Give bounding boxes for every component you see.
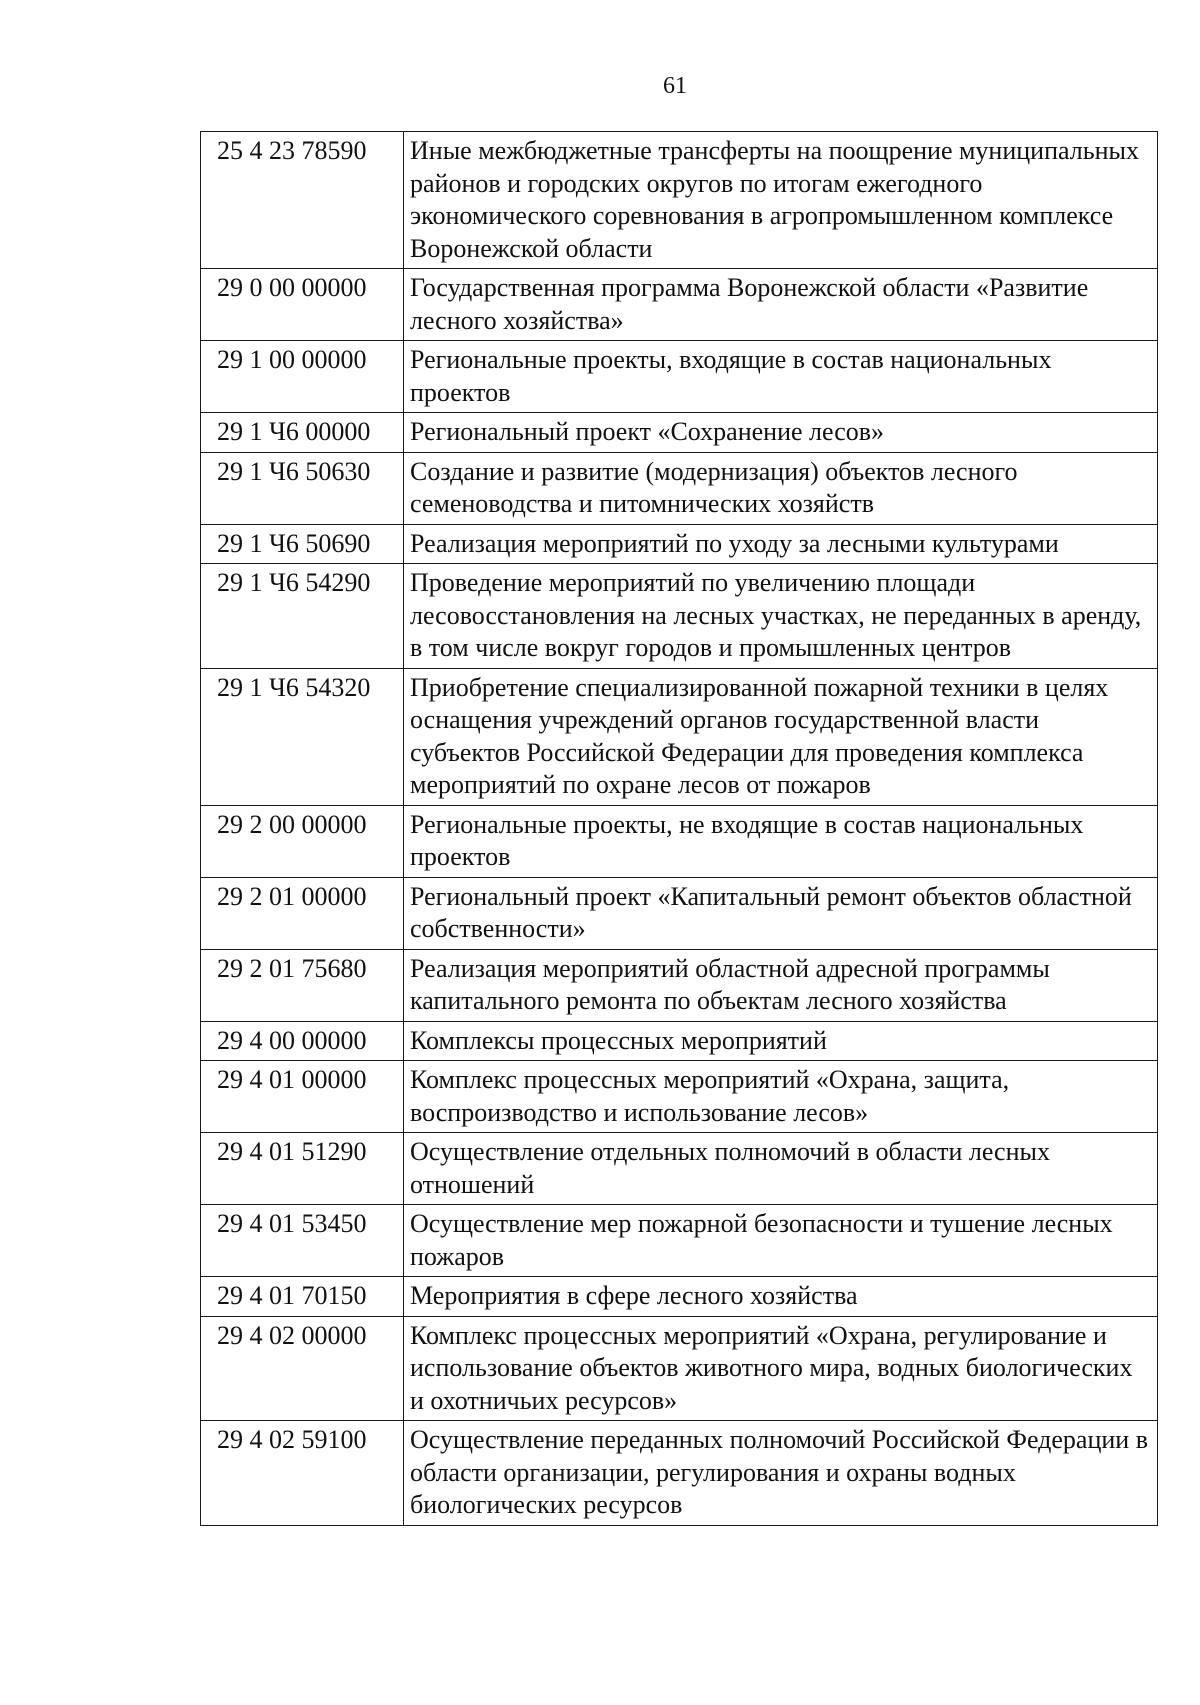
row-code: 29 2 01 00000 bbox=[201, 877, 404, 949]
table-row bbox=[201, 452, 1158, 524]
table-row bbox=[201, 877, 1158, 949]
row-description: Комплексы процессных мероприятий bbox=[404, 1021, 1158, 1061]
row-code: 29 4 02 59100 bbox=[201, 1421, 404, 1526]
table-row bbox=[201, 805, 1158, 877]
row-description: Создание и развитие (модернизация) объектов лесного семеноводства и питомнических хозяйств bbox=[404, 452, 1158, 524]
row-code: 25 4 23 78590 bbox=[201, 132, 404, 269]
row-description: Государственная программа Воронежской области «Развитие лесного хозяйства» bbox=[404, 269, 1158, 341]
table-row bbox=[201, 668, 1158, 805]
row-description: Приобретение специализированной пожарной техники в целях оснащения учреждений органов государственной власти субъектов Российской Федерации для проведения комплекса мероприятий по охране лесов от пожаров bbox=[404, 668, 1158, 805]
row-description: Проведение мероприятий по увеличению площади лесовосстановления на лесных участках, не переданных в аренду, в том числе вокруг городов и промышленных центров bbox=[404, 564, 1158, 669]
table-row bbox=[201, 1021, 1158, 1061]
row-description: Реализация мероприятий областной адресной программы капитального ремонта по объектам лесного хозяйства bbox=[404, 949, 1158, 1021]
row-code: 29 2 00 00000 bbox=[201, 805, 404, 877]
row-description: Комплекс процессных мероприятий «Охрана, регулирование и использование объектов животного мира, водных биологических и охотничьих ресурсов» bbox=[404, 1316, 1158, 1421]
row-code: 29 2 01 75680 bbox=[201, 949, 404, 1021]
row-code: 29 4 01 00000 bbox=[201, 1061, 404, 1133]
row-code: 29 1 Ч6 00000 bbox=[201, 413, 404, 453]
row-code: 29 1 00 00000 bbox=[201, 341, 404, 413]
row-description: Региональный проект «Капитальный ремонт объектов областной собственности» bbox=[404, 877, 1158, 949]
row-code: 29 0 00 00000 bbox=[201, 269, 404, 341]
row-code: 29 1 Ч6 50630 bbox=[201, 452, 404, 524]
row-code: 29 1 Ч6 50690 bbox=[201, 524, 404, 564]
row-description: Региональные проекты, не входящие в состав национальных проектов bbox=[404, 805, 1158, 877]
table-row bbox=[201, 564, 1158, 669]
row-code: 29 4 00 00000 bbox=[201, 1021, 404, 1061]
row-description: Реализация мероприятий по уходу за лесными культурами bbox=[404, 524, 1158, 564]
row-description: Региональный проект «Сохранение лесов» bbox=[404, 413, 1158, 453]
row-code: 29 4 01 53450 bbox=[201, 1205, 404, 1277]
table-row bbox=[201, 132, 1158, 269]
table-row bbox=[201, 1316, 1158, 1421]
table-row bbox=[201, 524, 1158, 564]
page-number: 61 bbox=[663, 73, 687, 99]
table-row bbox=[201, 1205, 1158, 1277]
row-description: Осуществление отдельных полномочий в области лесных отношений bbox=[404, 1133, 1158, 1205]
row-description: Осуществление переданных полномочий Российской Федерации в области организации, регулирования и охраны водных биологических ресурсов bbox=[404, 1421, 1158, 1526]
row-code: 29 1 Ч6 54320 bbox=[201, 668, 404, 805]
row-description: Иные межбюджетные трансферты на поощрение муниципальных районов и городских округов по итогам ежегодного экономического соревнования в агропромышленном комплексе Воронежской области bbox=[404, 132, 1158, 269]
table-row bbox=[201, 1277, 1158, 1317]
row-description: Региональные проекты, входящие в состав национальных проектов bbox=[404, 341, 1158, 413]
classification-table bbox=[200, 131, 1158, 1526]
row-description: Осуществление мер пожарной безопасности и тушение лесных пожаров bbox=[404, 1205, 1158, 1277]
row-code: 29 4 01 51290 bbox=[201, 1133, 404, 1205]
table-row bbox=[201, 341, 1158, 413]
table-row bbox=[201, 1421, 1158, 1526]
table-row bbox=[201, 269, 1158, 341]
table-row bbox=[201, 949, 1158, 1021]
table-row bbox=[201, 413, 1158, 453]
row-code: 29 1 Ч6 54290 bbox=[201, 564, 404, 669]
table-row bbox=[201, 1061, 1158, 1133]
row-code: 29 4 01 70150 bbox=[201, 1277, 404, 1317]
table-row bbox=[201, 1133, 1158, 1205]
row-description: Мероприятия в сфере лесного хозяйства bbox=[404, 1277, 1158, 1317]
row-description: Комплекс процессных мероприятий «Охрана, защита, воспроизводство и использование лесов» bbox=[404, 1061, 1158, 1133]
row-code: 29 4 02 00000 bbox=[201, 1316, 404, 1421]
